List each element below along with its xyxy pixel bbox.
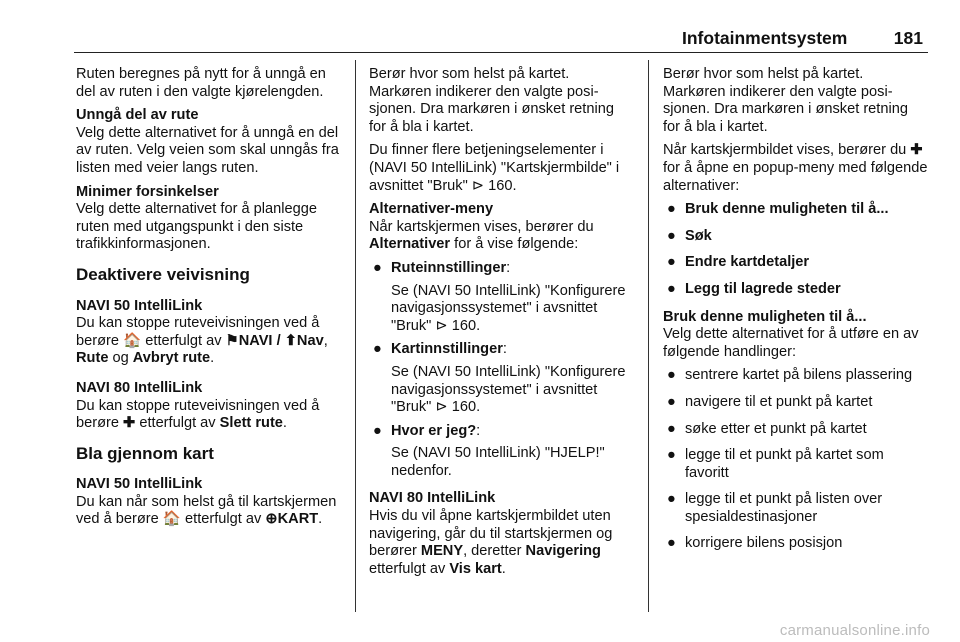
browse-heading: Bla gjennom kart: [76, 443, 214, 463]
avoid-text: Velg dette alternativet for å unngå en del av ruten. Velg veien som skal unngås fra listen med veier langs ruten.: [76, 124, 339, 176]
page-header: [682, 24, 927, 52]
use-text: Velg dette alternativet for å utføre en av følgende handlinger:: [663, 326, 919, 360]
navi80-label: NAVI 80 IntelliLink: [369, 490, 496, 507]
bullet: ●: [373, 422, 382, 439]
delay-text: Velg dette alternativet for å planlegge ruten med utgangspunkt i den siste trafikkinformasjonen.: [76, 201, 317, 253]
more-controls-text: Du finner flere betjeningselementer i (NAVI 50 IntelliLink) "Kartskjermbilde" i avsnittet "Bruk" ⊳ 160.: [369, 142, 620, 194]
home-icon: 🏠: [162, 511, 181, 528]
map-icon: ⊕: [265, 511, 278, 528]
actions-list: [663, 367, 929, 553]
column-2: [369, 66, 635, 584]
deactivate-80-text: Du kan stoppe ruteveivisningen ved å berøre ✚ etterfulgt av Slett rute.: [76, 397, 320, 432]
bullet: ●: [373, 259, 382, 276]
column-1: [76, 66, 348, 535]
column-divider-2: [648, 60, 649, 612]
avoid-title: Unngå del av rute: [76, 107, 199, 124]
deactivate-50-text: Du kan stoppe ruteveivisningen ved å berøre 🏠 etterfulgt av ⚑NAVI / ⬆Nav, Rute og Avbryt rute.: [76, 315, 328, 367]
navi50-label-2: NAVI 50 IntelliLink: [76, 476, 203, 493]
watermark: carmanualsonline.info: [779, 622, 930, 639]
alternatives-list: [369, 260, 635, 481]
home-icon: 🏠: [123, 332, 142, 349]
browse-instructions-80: Berør hvor som helst på kartet. Markøren indikerer den valgte posisjonen. Dra markøren i ønsket retning for å bla i kartet.: [663, 66, 908, 135]
browse-50-text: Du kan når som helst gå til kartskjermen ved å berøre 🏠 etterfulgt av ⊕KART.: [76, 493, 337, 528]
list-item: ● Ruteinnstillinger: Se (NAVI 50 IntelliLink) "Konfigurere navigasjonssystemet" i avsnittet "Bruk" ⊳ 160.: [373, 259, 626, 334]
column-divider-1: [355, 60, 356, 612]
list-item: ● navigere til et punkt på kartet: [667, 393, 873, 410]
list-item: ● korrigere bilens posisjon: [667, 535, 843, 552]
navi80-browse-text: Hvis du vil åpne kartskjermbildet uten navigering, går du til startskjermen og berører MENY, deretter Navigering etterfulgt av Vis kart.: [369, 508, 613, 577]
page-number: 181: [893, 28, 923, 48]
list-item: ● Kartinnstillinger: Se (NAVI 50 IntelliLink) "Konfigurere navigasjonssystemet" i avsnittet "Bruk" ⊳ 160.: [373, 341, 626, 416]
list-item: ● søke etter et punkt på kartet: [667, 420, 867, 437]
navi80-label: NAVI 80 IntelliLink: [76, 379, 203, 396]
alternatives-title: Alternativer-meny: [369, 201, 494, 218]
delay-title: Minimer forsinkelser: [76, 183, 219, 200]
paragraph-recalc: Ruten beregnes på nytt for å unngå en del av ruten i den valgte kjørelengden.: [76, 66, 326, 100]
navi50-label: NAVI 50 IntelliLink: [76, 297, 203, 314]
section-title: Infotainmentsystem: [682, 28, 848, 48]
plus-icon: ✚: [910, 142, 923, 159]
plus-icon: ✚: [123, 415, 136, 432]
list-item: ● Endre kartdetaljer: [667, 254, 810, 271]
popup-options-list: [663, 201, 929, 298]
column-3: [663, 66, 929, 563]
nav-arrow-icon: ⬆: [284, 332, 297, 349]
header-rule: [74, 52, 928, 53]
use-title: Bruk denne muligheten til å...: [663, 308, 867, 325]
list-item: ● Hvor er jeg?: Se (NAVI 50 IntelliLink) "HJELP!" nedenfor.: [373, 422, 605, 479]
list-item: ● legge til et punkt på kartet som favoritt: [667, 447, 884, 481]
list-item: ● sentrere kartet på bilens plassering: [667, 367, 913, 384]
browse-instructions: Berør hvor som helst på kartet. Markøren indikerer den valgte posisjonen. Dra markøren i ønsket retning for å bla i kartet.: [369, 66, 614, 135]
popup-text: Når kartskjermbildet vises, berører du ✚ for å åpne en popup-meny med følgende alternativer:: [663, 142, 928, 194]
list-item: ● Bruk denne muligheten til å...: [667, 201, 889, 218]
page-ref-icon: ⊳: [435, 317, 448, 334]
flag-icon: ⚑: [225, 332, 239, 349]
list-item: ● Legg til lagrede steder: [667, 280, 841, 297]
bullet: ●: [373, 341, 382, 358]
list-item: ● Søk: [667, 227, 712, 244]
list-item: ● legge til et punkt på listen over spesialdestinasjoner: [667, 491, 883, 525]
page-ref-icon: ⊳: [435, 399, 448, 416]
alternatives-text: Når kartskjermen vises, berører du Alternativer for å vise følgende:: [369, 218, 594, 253]
page-ref-icon: ⊳: [471, 177, 485, 194]
deactivate-heading: Deaktivere veivisning: [76, 264, 250, 284]
